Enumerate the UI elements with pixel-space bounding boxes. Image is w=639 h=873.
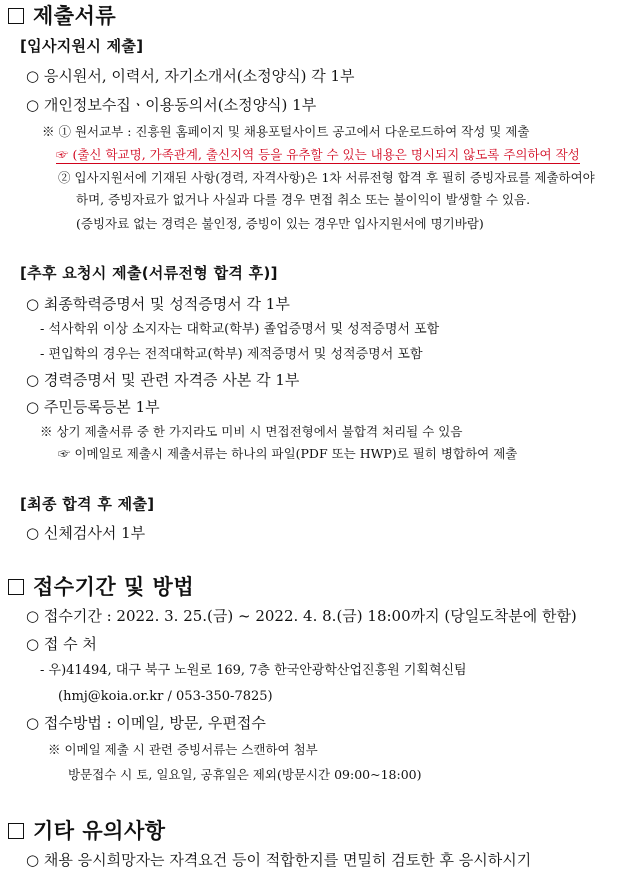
note-line: (증빙자료 없는 경력은 불인정, 증빙이 있는 경우만 입사지원서에 명기바람)	[76, 216, 484, 231]
checkbox-square-icon	[8, 8, 24, 24]
list-item: ○ 개인정보수집ㆍ이용동의서(소정양식) 1부	[26, 96, 317, 114]
note-line: 방문접수 시 토, 일요일, 공휴일은 제외(방문시간 09:00~18:00)	[68, 767, 422, 782]
note-line: ☞ 이메일로 제출시 제출서류는 하나의 파일(PDF 또는 HWP)로 필히 병합하여 제출	[58, 446, 518, 461]
checkbox-square-icon	[8, 823, 24, 839]
list-item: ○ 접 수 처	[26, 635, 97, 653]
section-title-text: 제출서류	[33, 4, 117, 28]
section-title-text: 기타 유의사항	[33, 819, 166, 843]
checkbox-square-icon	[8, 579, 24, 595]
warning-note-text: ☞ (출신 학교명, 가족관계, 출신지역 등을 유추할 수 있는 내용은 명시되지 않도록 주의하여 작성	[56, 147, 580, 162]
list-subitem: - 편입학의 경우는 전적대학교(학부) 제적증명서 및 성적증명서 포함	[40, 347, 423, 362]
note-line: ※ ① 원서교부 : 진흥원 홈페이지 및 채용포털사이트 공고에서 다운로드하여 작성 및 제출	[42, 124, 530, 139]
list-item: ○ 접수기간 : 2022. 3. 25.(금) ~ 2022. 4. 8.(금) 18:00까지 (당일도착분에 한함)	[26, 607, 577, 625]
section-title-documents	[8, 6, 116, 27]
contact-info: (hmj@koia.or.kr / 053-350-7825)	[58, 689, 273, 704]
list-item: ○ 접수방법 : 이메일, 방문, 우편접수	[26, 714, 266, 732]
subsection-title-later: [추후 요청시 제출(서류전형 합격 후)]	[20, 264, 278, 282]
subsection-title-final: [최종 합격 후 제출]	[20, 495, 155, 513]
list-subitem: - 석사학위 이상 소지자는 대학교(학부) 졸업증명서 및 성적증명서 포함	[40, 322, 440, 337]
list-item: ○ 주민등록등본 1부	[26, 398, 160, 416]
section-title-text: 접수기간 및 방법	[33, 575, 195, 599]
list-subitem: - 우)41494, 대구 북구 노원로 169, 7층 한국안광학산업진흥원 기획혁신팀	[40, 663, 467, 678]
note-line: ② 입사지원서에 기재된 사항(경력, 자격사항)은 1차 서류전형 합격 후 필히 증빙자료를 제출하여야	[58, 170, 595, 185]
list-item: ○ 경력증명서 및 관련 자격증 사본 각 1부	[26, 371, 300, 389]
note-line: ※ 상기 제출서류 중 한 가지라도 미비 시 면접전형에서 불합격 처리될 수 있음	[40, 424, 463, 439]
note-line: ※ 이메일 제출 시 관련 증빙서류는 스캔하여 첨부	[48, 742, 318, 757]
list-item: ○ 응시원서, 이력서, 자기소개서(소정양식) 각 1부	[26, 67, 355, 85]
list-item: ○ 채용 응시희망자는 자격요건 등이 적합한지를 면밀히 검토한 후 응시하시기	[26, 851, 532, 869]
warning-note	[56, 149, 580, 162]
note-line: 하며, 증빙자료가 없거나 사실과 다를 경우 면접 취소 또는 불이익이 발생할 수 있음.	[76, 192, 531, 207]
section-title-notes	[8, 821, 166, 842]
list-item: ○ 신체검사서 1부	[26, 524, 146, 542]
subsection-title-apply: [입사지원시 제출]	[20, 37, 144, 55]
list-item: ○ 최종학력증명서 및 성적증명서 각 1부	[26, 295, 290, 313]
section-title-period	[8, 577, 194, 598]
